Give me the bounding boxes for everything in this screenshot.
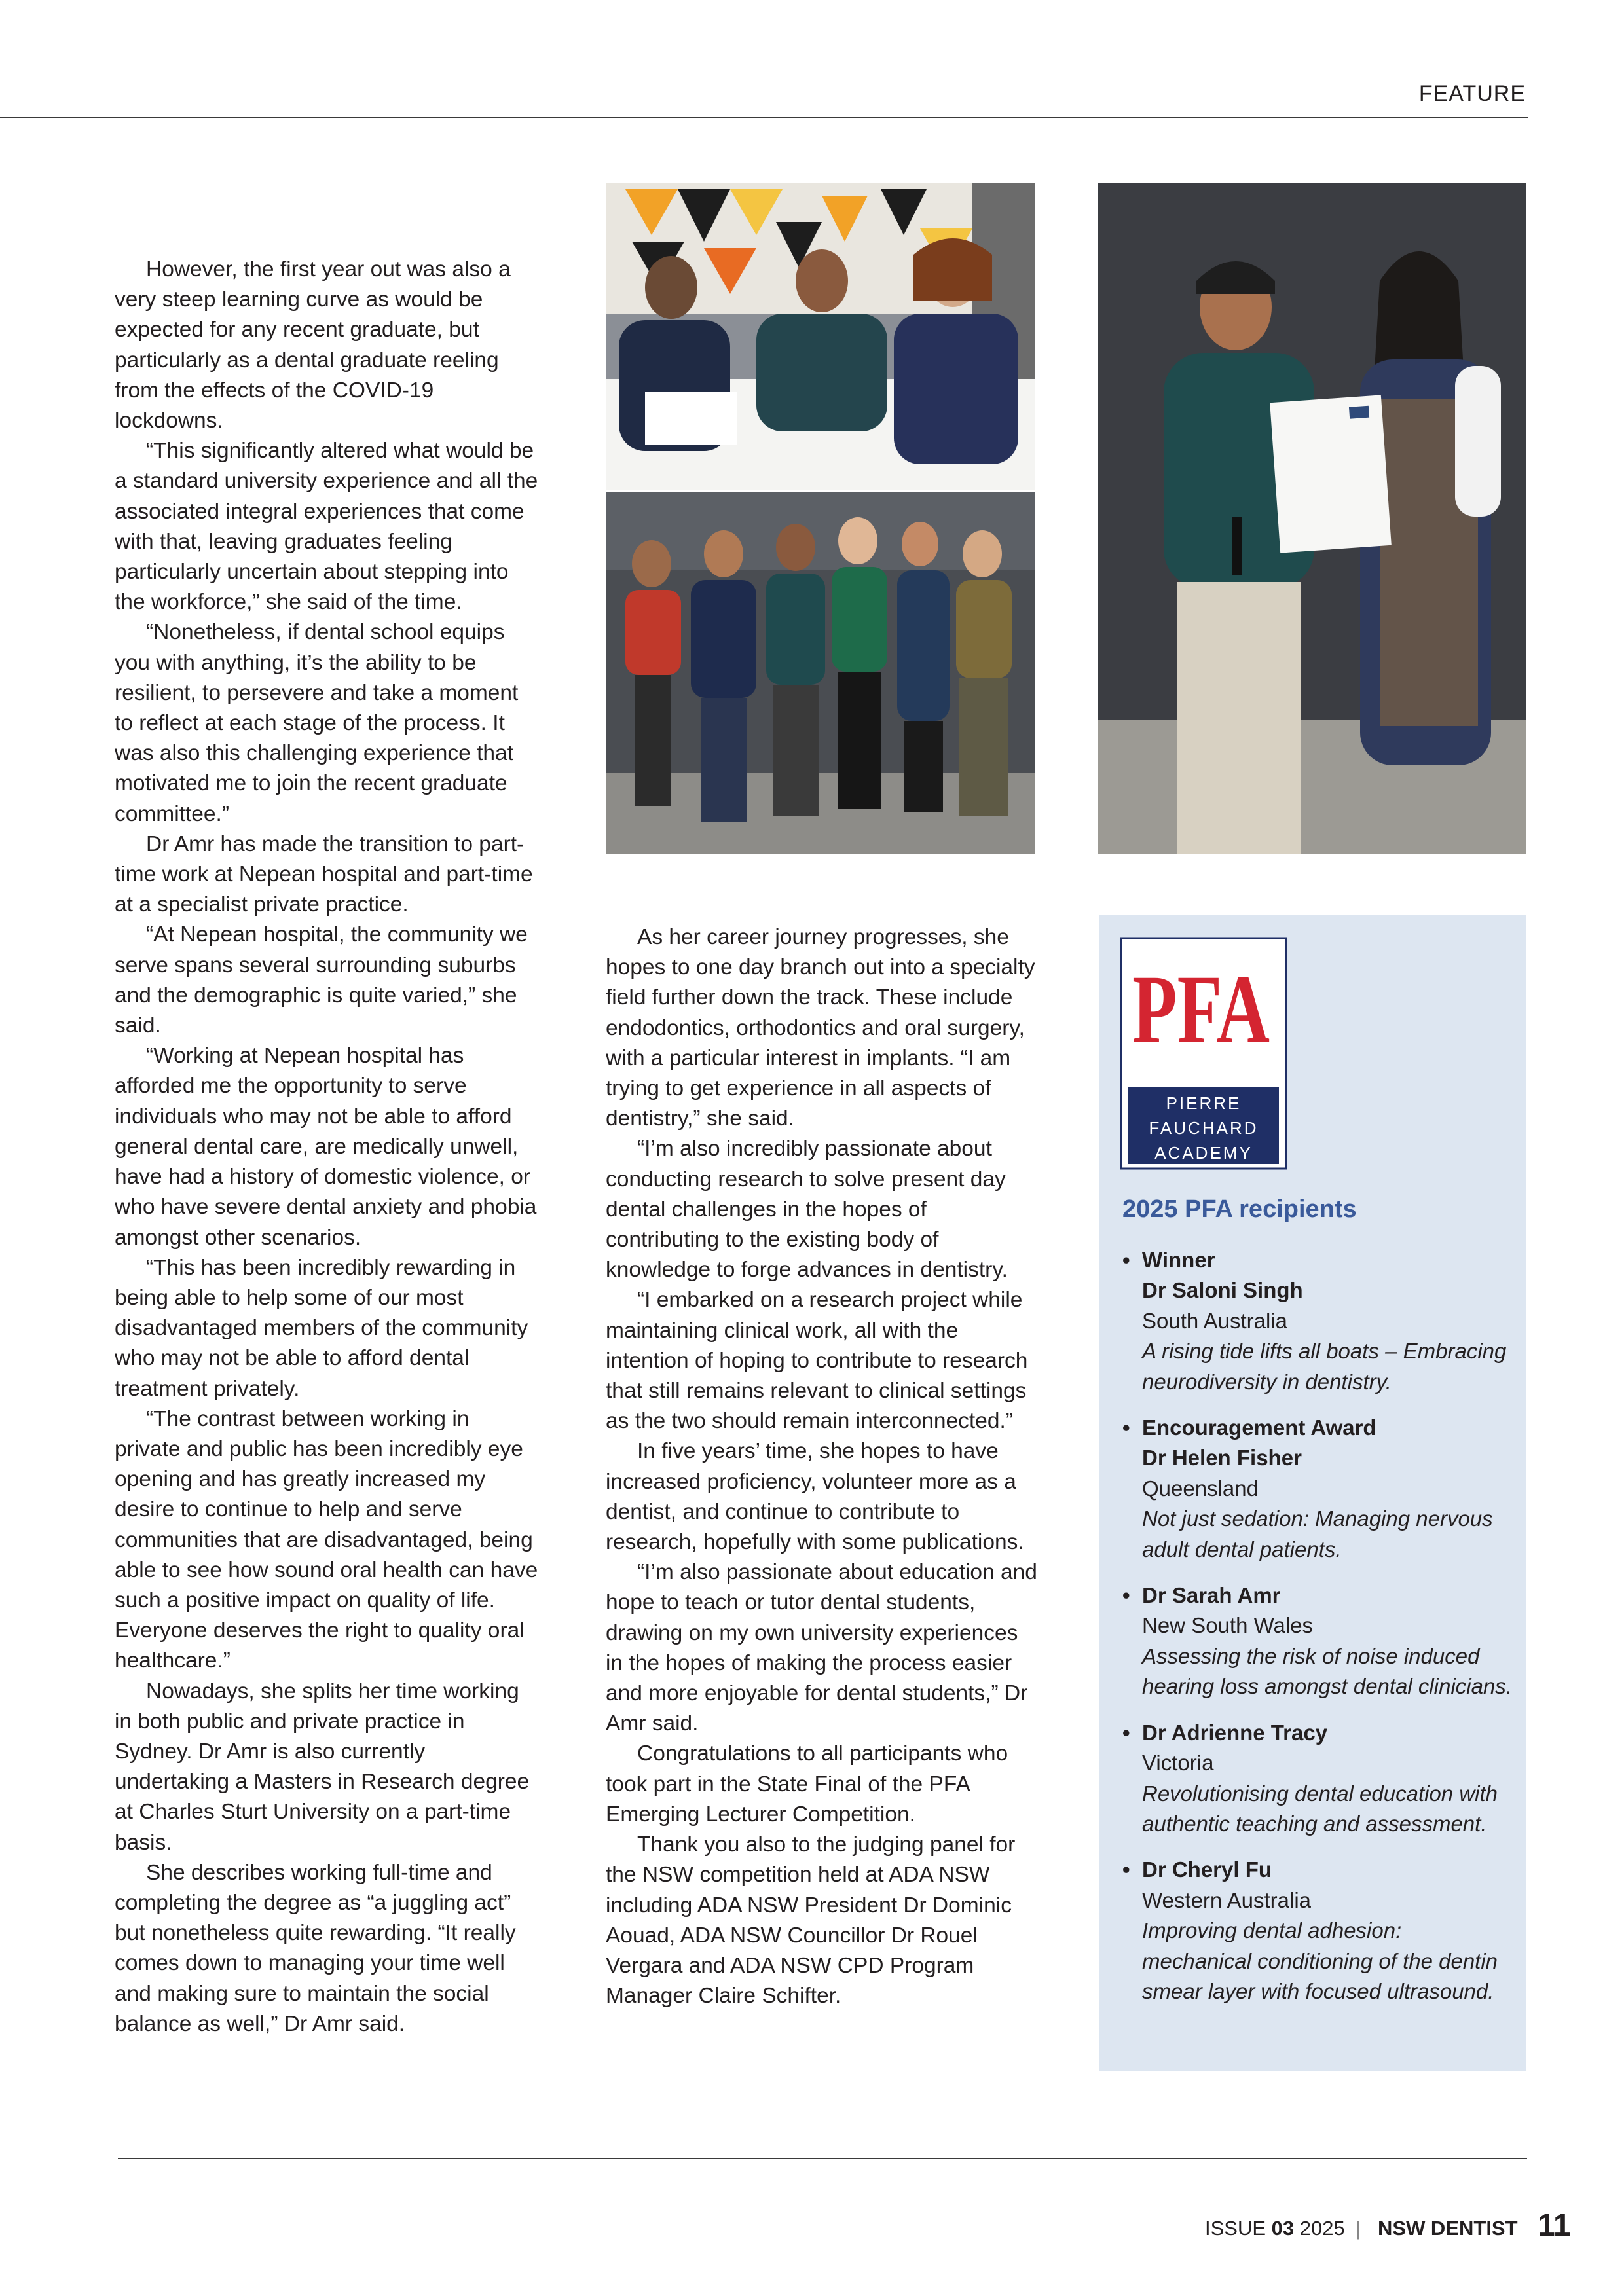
paragraph: “This has been incredibly rewarding in being able to help some of our most disadvantaged members of the community who may not be able to afford dental treatment privately. <box>115 1255 528 1401</box>
recipient-item <box>1122 1245 1515 1397</box>
recipient-name: Dr Sarah Amr <box>1142 1583 1281 1608</box>
footer-rule <box>118 2158 1527 2159</box>
paragraph: “At Nepean hospital, the community we serve spans several surrounding suburbs and the demographic is quite varied,” she said. <box>115 922 528 1038</box>
article-column-1 <box>115 255 540 2039</box>
paragraph: Nowadays, she splits her time working in both public and private practice in Sydney. Dr Amr is also currently undertaking a Masters in Research degree at Charles Sturt University on a part-time basis. <box>115 1679 530 1855</box>
recipient-name: Dr Cheryl Fu <box>1142 1857 1272 1882</box>
recipient-topic: Not just sedation: Managing nervous adult dental patients. <box>1142 1506 1493 1561</box>
recipient-topic: A rising tide lifts all boats – Embracing neurodiversity in dentistry. <box>1142 1339 1507 1394</box>
issue-year: 2025 <box>1299 2217 1345 2240</box>
recipient-award: Winner <box>1142 1248 1215 1272</box>
paragraph: “I’m also incredibly passionate about conducting research to solve present day dental challenges in the hopes of contributing to the existing body of knowledge to forge advances in dentistry. <box>606 1137 1008 1283</box>
bullet-icon: • <box>1122 1857 1130 1882</box>
issue-number: 03 <box>1271 2217 1295 2240</box>
photo-group-at-table <box>606 183 1035 490</box>
paragraph: She describes working full-time and completing the degree as “a juggling act” but nonetheless quite rewarding. “It really comes down to managing your time well and making sure to maintain the social balance as well,” Dr Amr said. <box>115 1860 516 2036</box>
paragraph: Congratulations to all participants who took part in the State Final of the PFA Emerging Lecturer Competition. <box>606 1741 1008 1827</box>
paragraph: “Nonetheless, if dental school equips you with anything, it’s the ability to be resilient, to persevere and take a moment to reflect at each stage of the process. It was also this challenging experience that motivated me to join the recent graduate committee.” <box>115 620 519 826</box>
bullet-icon: • <box>1122 1248 1130 1272</box>
paragraph: “I embarked on a research project while maintaining clinical work, all with the intention of hoping to contribute to research that still remains relevant to clinical settings as the two should remain interconnected.” <box>606 1288 1028 1434</box>
paragraph: “Working at Nepean hospital has afforded me the opportunity to serve individuals who may not be able to afford general dental care, are medically unwell, have had a history of domestic violence, or who have severe dental anxiety and phobia amongst other scenarios. <box>115 1044 537 1250</box>
recipient-topic: Revolutionising dental education with authentic teaching and assessment. <box>1142 1781 1498 1836</box>
paragraph: As her career journey progresses, she hopes to one day branch out into a specialty field further down the track. These include endodontics, orthodontics and oral surgery, with a particular interest in implants. “I am trying to get experience in all aspects of dentistry,” she said. <box>606 925 1035 1131</box>
recipients-list <box>1122 1245 1515 2022</box>
recipient-name: Dr Saloni Singh <box>1142 1278 1303 1303</box>
recipient-name: Dr Adrienne Tracy <box>1142 1720 1328 1745</box>
bullet-icon: • <box>1122 1720 1130 1745</box>
bullet-icon: • <box>1122 1415 1130 1440</box>
photo-certificate-presentation <box>1098 183 1526 854</box>
paragraph: In five years’ time, she hopes to have increased proficiency, volunteer more as a dentist, and continue to contribute to research, hopefully with some publications. <box>606 1439 1024 1555</box>
recipient-item <box>1122 1413 1515 1565</box>
header-rule <box>0 117 1528 118</box>
paragraph: “The contrast between working in private and public has been incredibly eye opening and has greatly increased my desire to continue to help and serve communities that are disadvantaged, being able to see how sound oral health can have such a positive impact on quality of life. Everyone deserves the right to quality oral healthcare.” <box>115 1406 538 1673</box>
logo-line3: ACADEMY <box>1154 1143 1253 1163</box>
publication-name: NSW DENTIST <box>1378 2217 1518 2240</box>
recipient-state: Queensland <box>1142 1476 1259 1501</box>
recipient-item <box>1122 1580 1515 1702</box>
section-label: FEATURE <box>1418 81 1526 106</box>
logo-line1: PIERRE <box>1166 1093 1242 1113</box>
recipient-state: Victoria <box>1142 1751 1214 1776</box>
paragraph: However, the first year out was also a very steep learning curve as would be expected for any recent graduate, but particularly as a dental graduate reeling from the effects of the COVID-19 lockdowns. <box>115 257 511 433</box>
pfa-logo <box>1120 938 1287 1169</box>
paragraph: “This significantly altered what would be a standard university experience and all the associated integral experiences that come with that, leaving graduates feeling particularly uncertain about stepping into the workforce,” she said of the time. <box>115 439 538 615</box>
recipient-item <box>1122 1718 1515 1840</box>
footer-issue <box>1205 2217 1345 2240</box>
recipient-award: Encouragement Award <box>1142 1415 1376 1440</box>
recipient-topic: Improving dental adhesion: mechanical conditioning of the dentin smear layer with focused ultrasound. <box>1142 1918 1498 2003</box>
recipient-state: New South Wales <box>1142 1613 1314 1638</box>
paragraph: “I’m also passionate about education and hope to teach or tutor dental students, drawing on my own university experiences in the hopes of making the process easier and more enjoyable for dental students,” Dr Amr said. <box>606 1560 1037 1736</box>
recipient-topic: Assessing the risk of noise induced hearing loss amongst dental clinicians. <box>1142 1643 1512 1699</box>
recipient-item <box>1122 1855 1515 2007</box>
paragraph: Dr Amr has made the transition to part-time work at Nepean hospital and part-time at a specialist private practice. <box>115 831 533 917</box>
recipients-title: 2025 PFA recipients <box>1122 1195 1357 1223</box>
issue-label: ISSUE <box>1205 2217 1266 2240</box>
page-number: 11 <box>1538 2208 1571 2243</box>
recipient-state: Western Australia <box>1142 1887 1312 1912</box>
article-column-2 <box>606 922 1038 2011</box>
bullet-icon: • <box>1122 1583 1130 1608</box>
recipient-state: South Australia <box>1142 1308 1287 1333</box>
recipient-name: Dr Helen Fisher <box>1142 1446 1302 1470</box>
footer-separator: | <box>1356 2217 1361 2240</box>
logo-letters: PFA <box>1132 955 1270 1064</box>
logo-line2: FAUCHARD <box>1149 1118 1259 1138</box>
paragraph: Thank you also to the judging panel for the NSW competition held at ADA NSW including ADA NSW President Dr Dominic Aouad, ADA NSW Councillor Dr Rouel Vergara and ADA NSW CPD Program Manager Claire Schifter. <box>606 1832 1016 2009</box>
photo-group-standing <box>606 492 1035 854</box>
